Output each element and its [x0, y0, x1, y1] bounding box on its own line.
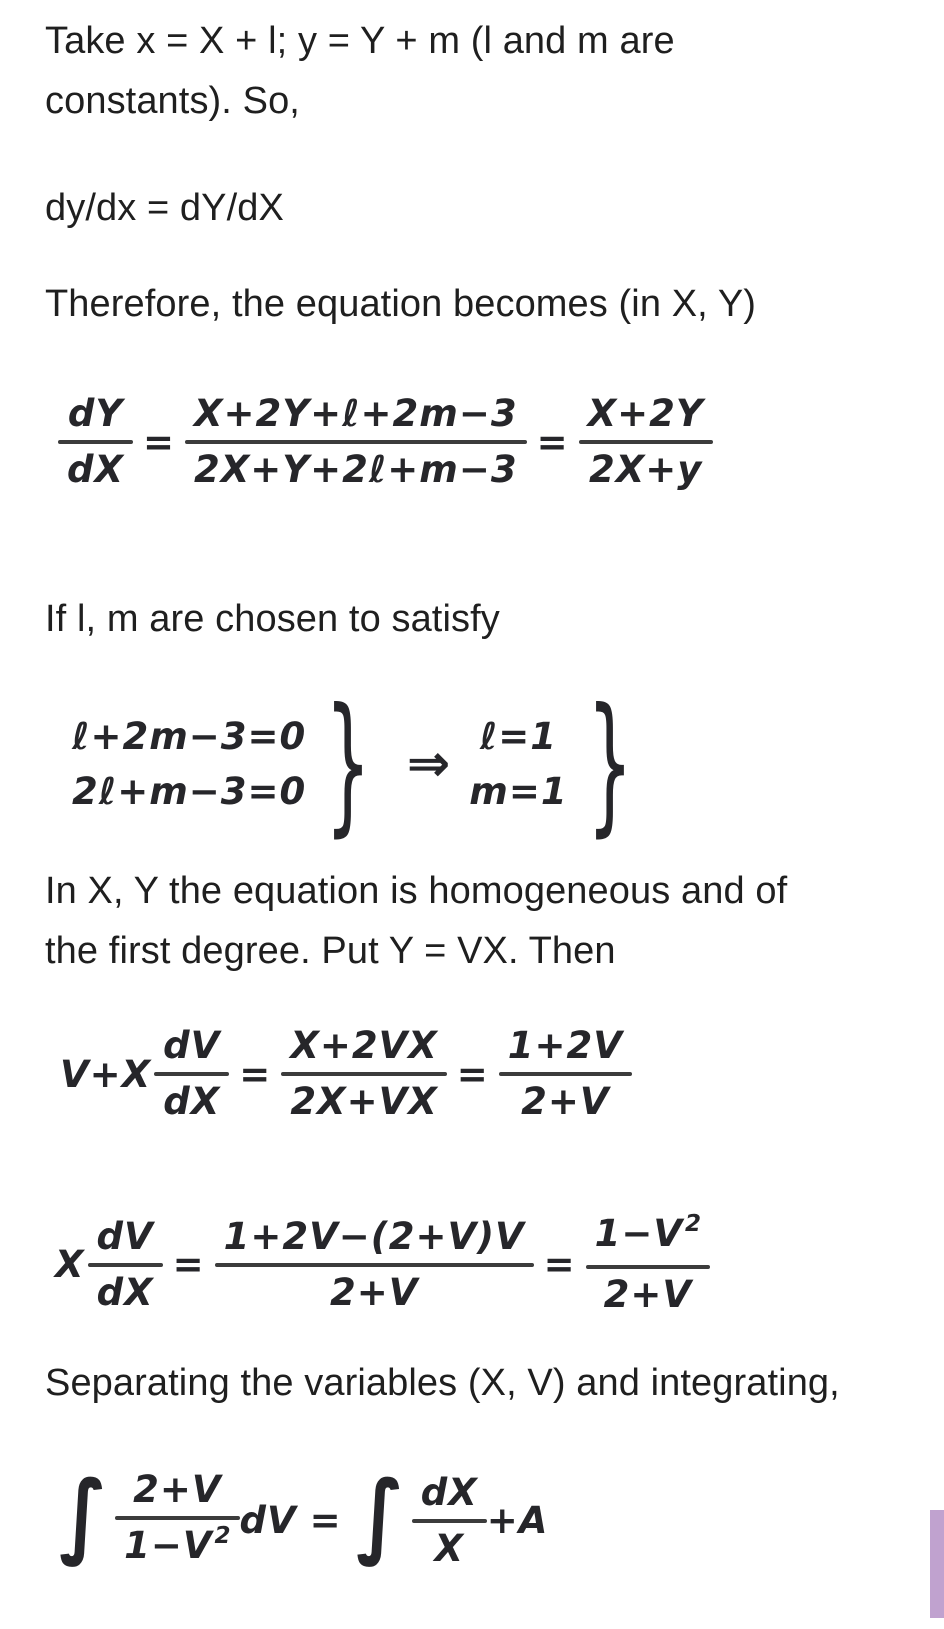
paragraph-substitution — [45, 11, 944, 131]
fraction-integrand — [115, 1464, 239, 1577]
text-line: Take x = X + l; y = Y + m (l and m are — [45, 20, 675, 62]
equals-sign: = — [309, 1499, 342, 1542]
system-equation-row: ℓ+2m−3=0 — [72, 714, 307, 758]
fraction-X-terms — [281, 1020, 446, 1128]
paragraph-separating-variables — [45, 1353, 944, 1413]
text-line: If l, m are chosen to satisfy — [45, 598, 500, 640]
text-line: constants). So, — [45, 80, 300, 122]
fraction-expanded — [215, 1211, 534, 1319]
fraction-denominator — [115, 1520, 239, 1577]
text-line: dy/dx = dY/dX — [45, 187, 284, 229]
right-brace: } — [586, 677, 633, 851]
fraction-denominator: dX — [163, 1080, 221, 1123]
system-solution-row: m=1 — [469, 769, 568, 813]
fraction-denominator: 2X+Y+2ℓ+m−3 — [194, 448, 518, 491]
text-line: Separating the variables (X, V) and integrating, — [45, 1362, 840, 1404]
math-term: X — [55, 1243, 85, 1286]
superscript-two: 2 — [214, 1523, 231, 1549]
scrollbar-thumb[interactable] — [930, 1510, 944, 1618]
fraction-one-minus-V-squared — [586, 1208, 710, 1321]
fraction-full-expression — [185, 388, 527, 496]
math-term: 1−V — [124, 1524, 213, 1567]
paragraph-therefore — [45, 274, 944, 334]
paragraph-homogeneous — [45, 861, 944, 981]
equals-sign: = — [536, 420, 569, 464]
fraction-reduced-expression — [579, 388, 713, 496]
equation-after-substitution-VX — [60, 1020, 944, 1128]
fraction-numerator: X+2Y — [587, 392, 704, 435]
fraction-denominator: dX — [96, 1270, 154, 1314]
fraction-denominator: 2X+y — [588, 448, 703, 491]
fraction-denominator: 2X+VX — [290, 1080, 438, 1123]
fraction-denominator: 2+V — [329, 1270, 419, 1314]
equals-sign: = — [543, 1243, 576, 1286]
fraction-numerator: dX — [420, 1470, 478, 1514]
equation-transformed-ode — [58, 388, 944, 496]
equals-sign: = — [239, 1052, 272, 1096]
fraction-dY-dX — [58, 388, 133, 496]
math-term: 1−V — [594, 1212, 684, 1255]
fraction-numerator: dV — [163, 1024, 221, 1067]
math-term: V+X — [60, 1052, 152, 1096]
fraction-numerator: dY — [67, 392, 124, 435]
equation-system-l-m — [72, 677, 944, 851]
system-equations — [72, 713, 306, 816]
equation-simplified — [55, 1208, 944, 1321]
fraction-V-terms — [499, 1020, 632, 1128]
fraction-numerator: 1+2V−(2+V)V — [223, 1214, 525, 1258]
fraction-numerator: 1+2V — [507, 1024, 623, 1067]
paragraph-derivative-equality — [45, 178, 944, 238]
superscript-two: 2 — [685, 1211, 702, 1237]
constant-of-integration: +A — [486, 1499, 549, 1542]
fraction-numerator: X+2Y+ℓ+2m−3 — [194, 392, 518, 435]
fraction-denominator: X — [434, 1526, 465, 1570]
equals-sign: = — [172, 1243, 205, 1286]
fraction-dX-over-X — [412, 1467, 487, 1575]
system-solution-row: ℓ=1 — [479, 714, 558, 758]
paragraph-if-lm-chosen — [45, 589, 944, 649]
fraction-numerator: X+2VX — [290, 1024, 438, 1067]
right-brace: } — [325, 677, 372, 851]
system-equation-row: 2ℓ+m−3=0 — [72, 769, 307, 813]
fraction-numerator: dV — [96, 1214, 154, 1258]
fraction-dV-dX — [88, 1211, 163, 1319]
text-line: In X, Y the equation is homogeneous and of — [45, 870, 788, 912]
fraction-denominator: 2+V — [603, 1273, 693, 1316]
fraction-denominator: 2+V — [521, 1080, 610, 1123]
fraction-numerator — [586, 1208, 710, 1265]
fraction-numerator: 2+V — [133, 1468, 222, 1511]
equals-sign: = — [143, 420, 176, 464]
implies-arrow-icon: ⇒ — [406, 734, 452, 794]
fraction-dV-dX — [154, 1020, 229, 1128]
system-solutions — [469, 713, 567, 816]
differential-dV: dV — [239, 1499, 297, 1542]
text-line: the first degree. Put Y = VX. Then — [45, 930, 616, 972]
fraction-denominator: dX — [67, 448, 125, 491]
equation-integral: ∫ $\frac{2+V}{1-V^2}$ dV = ∫ $\frac{dX}{X}$ +A — [55, 1464, 944, 1577]
equals-sign: = — [456, 1052, 489, 1096]
text-line: Therefore, the equation becomes (in X, Y) — [45, 283, 757, 325]
